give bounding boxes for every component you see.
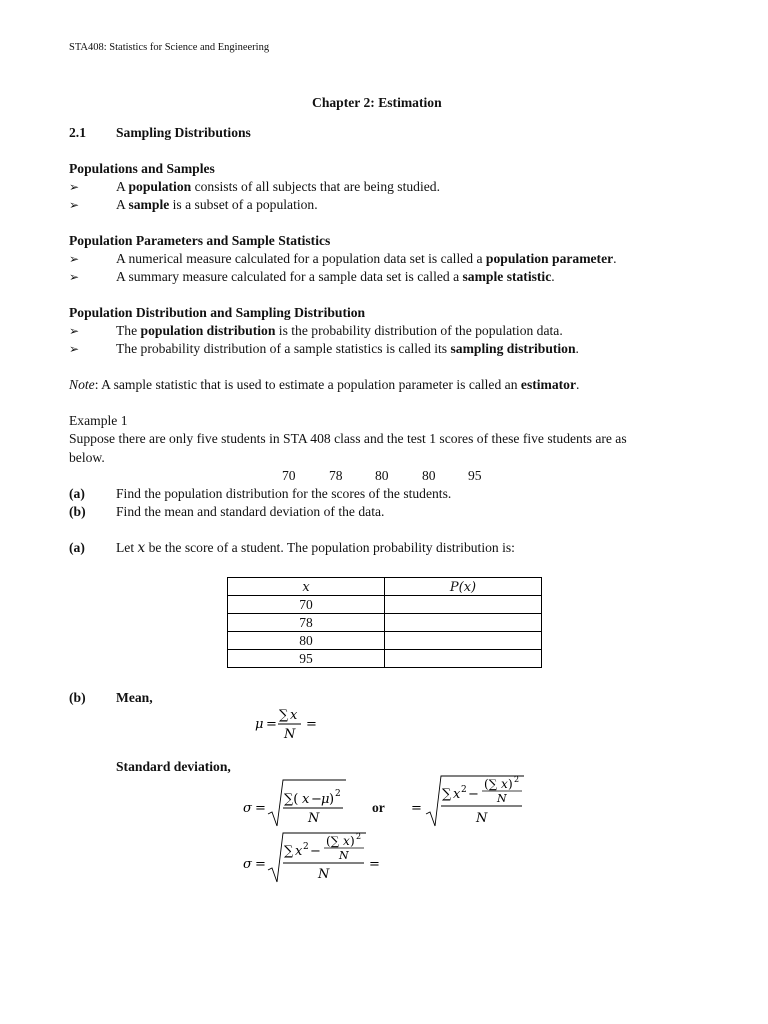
example-title: Example 1 bbox=[69, 413, 128, 428]
svg-text:2: 2 bbox=[356, 832, 362, 841]
part-b-text: Find the mean and standard deviation of the data. bbox=[116, 504, 385, 519]
table-cell-px bbox=[385, 614, 542, 632]
table-header-x: x bbox=[228, 578, 385, 596]
svg-text:∑: ∑ bbox=[284, 844, 294, 859]
heading-populations-samples: Populations and Samples bbox=[69, 161, 215, 176]
section-number: 2.1 bbox=[69, 125, 86, 140]
sd-formula-computational bbox=[404, 770, 534, 828]
svg-text:2: 2 bbox=[514, 775, 520, 784]
bullet-population: A population consists of all subjects that are being studied. bbox=[116, 179, 440, 194]
table-header-px: P(x) bbox=[385, 578, 542, 596]
table-cell-x: 70 bbox=[228, 596, 385, 614]
svg-text:x: x bbox=[295, 844, 303, 859]
bullet-arrow-icon: ➢ bbox=[69, 252, 80, 266]
score-5: 95 bbox=[468, 468, 482, 483]
svg-text:−: − bbox=[310, 844, 321, 859]
svg-text:x: x bbox=[290, 708, 298, 723]
svg-text:x: x bbox=[302, 792, 310, 807]
svg-text:x: x bbox=[501, 777, 508, 791]
chapter-title: Chapter 2: Estimation bbox=[312, 95, 442, 110]
svg-text:(∑: (∑ bbox=[326, 834, 340, 848]
part-a-label: (a) bbox=[69, 486, 85, 501]
svg-text:μ: μ bbox=[255, 717, 264, 732]
bullet-sampling-distribution: The probability distribution of a sample statistics is called its sampling distribution. bbox=[116, 341, 579, 356]
example-line-2: below. bbox=[69, 450, 105, 465]
sd-formula-definition bbox=[238, 776, 358, 830]
svg-text:=: = bbox=[306, 717, 317, 732]
svg-text:): ) bbox=[350, 834, 355, 848]
svg-text:N: N bbox=[318, 867, 330, 882]
bullet-arrow-icon: ➢ bbox=[69, 198, 80, 212]
table-cell-x: 95 bbox=[228, 650, 385, 668]
table-cell-x: 80 bbox=[228, 632, 385, 650]
svg-text:x: x bbox=[343, 834, 350, 848]
score-4: 80 bbox=[422, 468, 436, 483]
svg-text:N: N bbox=[284, 727, 296, 742]
svg-text:=: = bbox=[369, 857, 380, 872]
svg-text:): ) bbox=[329, 792, 335, 807]
table-cell-px bbox=[385, 596, 542, 614]
bullet-arrow-icon: ➢ bbox=[69, 342, 80, 356]
bullet-arrow-icon: ➢ bbox=[69, 324, 80, 338]
svg-text:=: = bbox=[266, 717, 277, 732]
svg-text:): ) bbox=[508, 777, 513, 791]
table-header-row bbox=[228, 578, 542, 596]
svg-text:μ: μ bbox=[321, 792, 330, 807]
note-estimator: Note: A sample statistic that is used to estimate a population parameter is called an estimator. bbox=[69, 377, 580, 392]
svg-text:σ: σ bbox=[243, 857, 252, 872]
svg-text:∑: ∑ bbox=[279, 708, 289, 723]
sd-formula-evaluate bbox=[238, 828, 388, 886]
sd-label: Standard deviation, bbox=[116, 759, 231, 774]
table-cell-x: 78 bbox=[228, 614, 385, 632]
bullet-arrow-icon: ➢ bbox=[69, 180, 80, 194]
example-line-1: Suppose there are only five students in STA 408 class and the test 1 scores of these five students are as bbox=[69, 431, 627, 446]
score-1: 70 bbox=[282, 468, 296, 483]
svg-text:−: − bbox=[311, 792, 322, 807]
svg-text:2: 2 bbox=[335, 789, 341, 799]
answer-b-label: (b) bbox=[69, 690, 86, 705]
table-row bbox=[228, 596, 542, 614]
heading-distributions: Population Distribution and Sampling Distribution bbox=[69, 305, 366, 320]
svg-text:∑: ∑ bbox=[442, 787, 452, 802]
bullet-population-distribution: The population distribution is the probability distribution of the population data. bbox=[116, 323, 563, 338]
svg-text:∑(: ∑( bbox=[284, 792, 299, 807]
section-title: Sampling Distributions bbox=[116, 125, 251, 140]
answer-a-label: (a) bbox=[69, 540, 85, 555]
answer-a-text: Let x be the score of a student. The population probability distribution is: bbox=[116, 540, 515, 556]
svg-text:−: − bbox=[468, 787, 479, 802]
svg-text:N: N bbox=[308, 811, 320, 826]
part-a-text: Find the population distribution for the scores of the students. bbox=[116, 486, 452, 501]
table-row bbox=[228, 650, 542, 668]
svg-text:2: 2 bbox=[461, 785, 467, 795]
heading-parameters-statistics: Population Parameters and Sample Statistics bbox=[69, 233, 331, 248]
bullet-population-parameter: A numerical measure calculated for a population data set is called a population parameter. bbox=[116, 251, 617, 266]
table-row bbox=[228, 632, 542, 650]
table-cell-px bbox=[385, 650, 542, 668]
probability-distribution-table bbox=[227, 577, 542, 668]
svg-text:=: = bbox=[255, 801, 266, 816]
score-2: 78 bbox=[329, 468, 343, 483]
svg-text:σ: σ bbox=[243, 801, 252, 816]
bullet-sample: A sample is a subset of a population. bbox=[116, 197, 318, 212]
svg-text:(∑: (∑ bbox=[484, 777, 498, 791]
or-label: or bbox=[372, 800, 385, 815]
bullet-arrow-icon: ➢ bbox=[69, 270, 80, 284]
part-b-label: (b) bbox=[69, 504, 86, 519]
running-header: STA408: Statistics for Science and Engineering bbox=[69, 42, 270, 53]
bullet-sample-statistic: A summary measure calculated for a sample data set is called a sample statistic. bbox=[116, 269, 555, 284]
svg-text:2: 2 bbox=[303, 842, 309, 852]
mean-formula bbox=[250, 700, 330, 746]
svg-text:=: = bbox=[411, 801, 422, 816]
svg-text:N: N bbox=[497, 792, 507, 805]
mean-label: Mean, bbox=[116, 690, 153, 705]
score-3: 80 bbox=[375, 468, 389, 483]
table-cell-px bbox=[385, 632, 542, 650]
svg-text:N: N bbox=[339, 849, 349, 862]
table-row bbox=[228, 614, 542, 632]
svg-text:N: N bbox=[476, 811, 488, 826]
svg-text:x: x bbox=[453, 787, 461, 802]
svg-text:=: = bbox=[255, 857, 266, 872]
